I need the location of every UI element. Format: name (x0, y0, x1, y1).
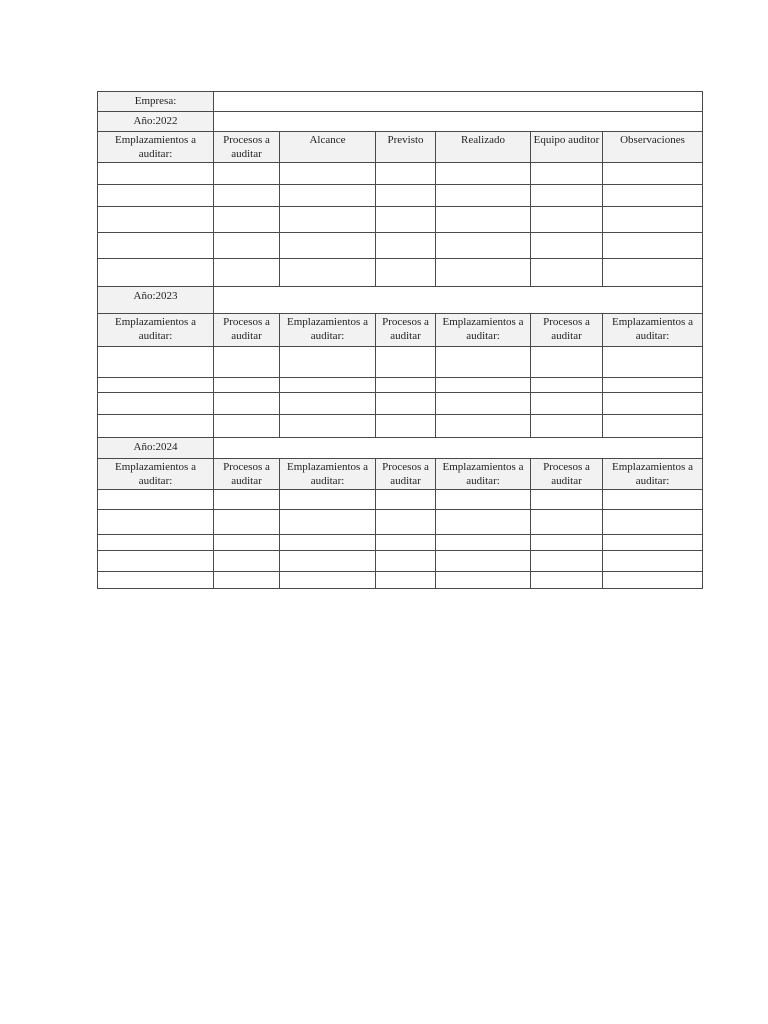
table-cell[interactable] (214, 551, 280, 572)
table-cell[interactable] (603, 490, 703, 510)
table-row (98, 510, 703, 535)
table-cell[interactable] (98, 259, 214, 287)
table-cell[interactable] (214, 490, 280, 510)
table-cell[interactable] (531, 185, 603, 207)
table-cell[interactable] (603, 535, 703, 551)
table-cell[interactable] (214, 378, 280, 393)
table-cell[interactable] (214, 185, 280, 207)
table-cell[interactable] (214, 163, 280, 185)
table-cell[interactable] (531, 259, 603, 287)
table-cell[interactable] (98, 535, 214, 551)
column-header: Previsto (376, 132, 436, 163)
year-field[interactable] (214, 438, 703, 459)
table-cell[interactable] (280, 551, 376, 572)
table-cell[interactable] (280, 393, 376, 415)
table-cell[interactable] (603, 572, 703, 589)
table-cell[interactable] (280, 347, 376, 378)
table-cell[interactable] (214, 207, 280, 233)
table-row (98, 163, 703, 185)
table-cell[interactable] (603, 185, 703, 207)
table-cell[interactable] (436, 535, 531, 551)
year-row (98, 112, 703, 132)
table-cell[interactable] (436, 393, 531, 415)
table-cell[interactable] (98, 185, 214, 207)
table-row (98, 378, 703, 393)
company-row (98, 92, 703, 112)
table-cell[interactable] (98, 415, 214, 438)
table-cell[interactable] (531, 393, 603, 415)
table-cell[interactable] (603, 551, 703, 572)
table-cell[interactable] (603, 378, 703, 393)
column-header: Emplazamientos a auditar: (98, 314, 214, 347)
table-cell[interactable] (531, 551, 603, 572)
column-header: Procesos a auditar (531, 459, 603, 490)
company-label: Empresa: (98, 92, 214, 112)
table-cell[interactable] (214, 415, 280, 438)
column-header: Emplazamientos a auditar: (98, 132, 214, 163)
year-row (98, 287, 703, 314)
table-cell[interactable] (436, 163, 531, 185)
table-cell[interactable] (603, 347, 703, 378)
year-field[interactable] (214, 287, 703, 314)
table-cell[interactable] (376, 535, 436, 551)
table-cell[interactable] (531, 535, 603, 551)
table-cell[interactable] (280, 378, 376, 393)
table-cell[interactable] (98, 378, 214, 393)
table-cell[interactable] (531, 207, 603, 233)
column-header: Emplazamientos a auditar: (280, 459, 376, 490)
table-cell[interactable] (280, 259, 376, 287)
table-row (98, 572, 703, 589)
column-header: Emplazamientos a auditar: (436, 459, 531, 490)
table-cell[interactable] (376, 415, 436, 438)
table-cell[interactable] (98, 551, 214, 572)
table-cell[interactable] (436, 185, 531, 207)
column-header: Emplazamientos a auditar: (98, 459, 214, 490)
table-cell[interactable] (280, 510, 376, 535)
column-header: Equipo auditor (531, 132, 603, 163)
table-cell[interactable] (436, 551, 531, 572)
column-header: Emplazamientos a auditar: (280, 314, 376, 347)
table-cell[interactable] (376, 163, 436, 185)
column-header: Procesos a auditar (214, 314, 280, 347)
column-header: Procesos a auditar (531, 314, 603, 347)
table-row (98, 233, 703, 259)
table-cell[interactable] (436, 259, 531, 287)
table-cell[interactable] (531, 233, 603, 259)
table-cell[interactable] (280, 163, 376, 185)
table-row (98, 535, 703, 551)
column-header: Procesos a auditar (214, 132, 280, 163)
column-header: Realizado (436, 132, 531, 163)
table-cell[interactable] (531, 510, 603, 535)
table-row (98, 415, 703, 438)
column-header: Procesos a auditar (376, 314, 436, 347)
table-cell[interactable] (436, 207, 531, 233)
table-cell[interactable] (603, 163, 703, 185)
table-cell[interactable] (214, 535, 280, 551)
table-cell[interactable] (603, 259, 703, 287)
year-label: Año:2022 (98, 112, 214, 132)
table-cell[interactable] (214, 347, 280, 378)
table-cell[interactable] (376, 185, 436, 207)
column-header-row (98, 459, 703, 490)
year-label: Año:2023 (98, 287, 214, 314)
table-cell[interactable] (214, 510, 280, 535)
table-cell[interactable] (98, 163, 214, 185)
table-cell[interactable] (214, 233, 280, 259)
column-header: Emplazamientos a auditar: (436, 314, 531, 347)
column-header: Emplazamientos a auditar: (603, 459, 703, 490)
table-cell[interactable] (603, 207, 703, 233)
table-row (98, 551, 703, 572)
table-cell[interactable] (376, 259, 436, 287)
table-row (98, 259, 703, 287)
table-cell[interactable] (436, 347, 531, 378)
table-cell[interactable] (531, 572, 603, 589)
table-cell[interactable] (280, 207, 376, 233)
table-cell[interactable] (376, 490, 436, 510)
table-cell[interactable] (98, 233, 214, 259)
table-cell[interactable] (376, 347, 436, 378)
table-row (98, 393, 703, 415)
table-cell[interactable] (603, 415, 703, 438)
table-cell[interactable] (280, 185, 376, 207)
table-cell[interactable] (280, 572, 376, 589)
table-cell[interactable] (376, 393, 436, 415)
table-cell[interactable] (603, 393, 703, 415)
table-cell[interactable] (376, 572, 436, 589)
table-cell[interactable] (436, 510, 531, 535)
table-cell[interactable] (531, 415, 603, 438)
table-cell[interactable] (98, 510, 214, 535)
table-cell[interactable] (280, 490, 376, 510)
table-cell[interactable] (436, 572, 531, 589)
column-header-row (98, 132, 703, 163)
table-cell[interactable] (531, 490, 603, 510)
table-row (98, 347, 703, 378)
company-field[interactable] (214, 92, 703, 112)
table-cell[interactable] (98, 207, 214, 233)
year-field[interactable] (214, 112, 703, 132)
table-cell[interactable] (531, 163, 603, 185)
table-row (98, 185, 703, 207)
year-label: Año:2024 (98, 438, 214, 459)
column-header: Procesos a auditar (214, 459, 280, 490)
table-cell[interactable] (280, 415, 376, 438)
table-cell[interactable] (436, 233, 531, 259)
table-cell[interactable] (436, 490, 531, 510)
audit-plan-table (97, 91, 703, 589)
table-cell[interactable] (376, 233, 436, 259)
table-row (98, 207, 703, 233)
table-cell[interactable] (98, 572, 214, 589)
table-cell[interactable] (214, 259, 280, 287)
column-header: Emplazamientos a auditar: (603, 314, 703, 347)
table-cell[interactable] (376, 207, 436, 233)
table-cell[interactable] (436, 378, 531, 393)
table-cell[interactable] (376, 551, 436, 572)
year-row (98, 438, 703, 459)
table-cell[interactable] (280, 233, 376, 259)
table-cell[interactable] (214, 393, 280, 415)
table-cell[interactable] (98, 393, 214, 415)
column-header: Observaciones (603, 132, 703, 163)
column-header: Procesos a auditar (376, 459, 436, 490)
table-cell[interactable] (98, 347, 214, 378)
table-cell[interactable] (436, 415, 531, 438)
table-cell[interactable] (531, 378, 603, 393)
table-cell[interactable] (98, 490, 214, 510)
table-cell[interactable] (376, 510, 436, 535)
table-cell[interactable] (603, 233, 703, 259)
table-cell[interactable] (280, 535, 376, 551)
table-cell[interactable] (376, 378, 436, 393)
table-cell[interactable] (214, 572, 280, 589)
column-header-row (98, 314, 703, 347)
table-cell[interactable] (603, 510, 703, 535)
table-row (98, 490, 703, 510)
table-cell[interactable] (531, 347, 603, 378)
column-header: Alcance (280, 132, 376, 163)
